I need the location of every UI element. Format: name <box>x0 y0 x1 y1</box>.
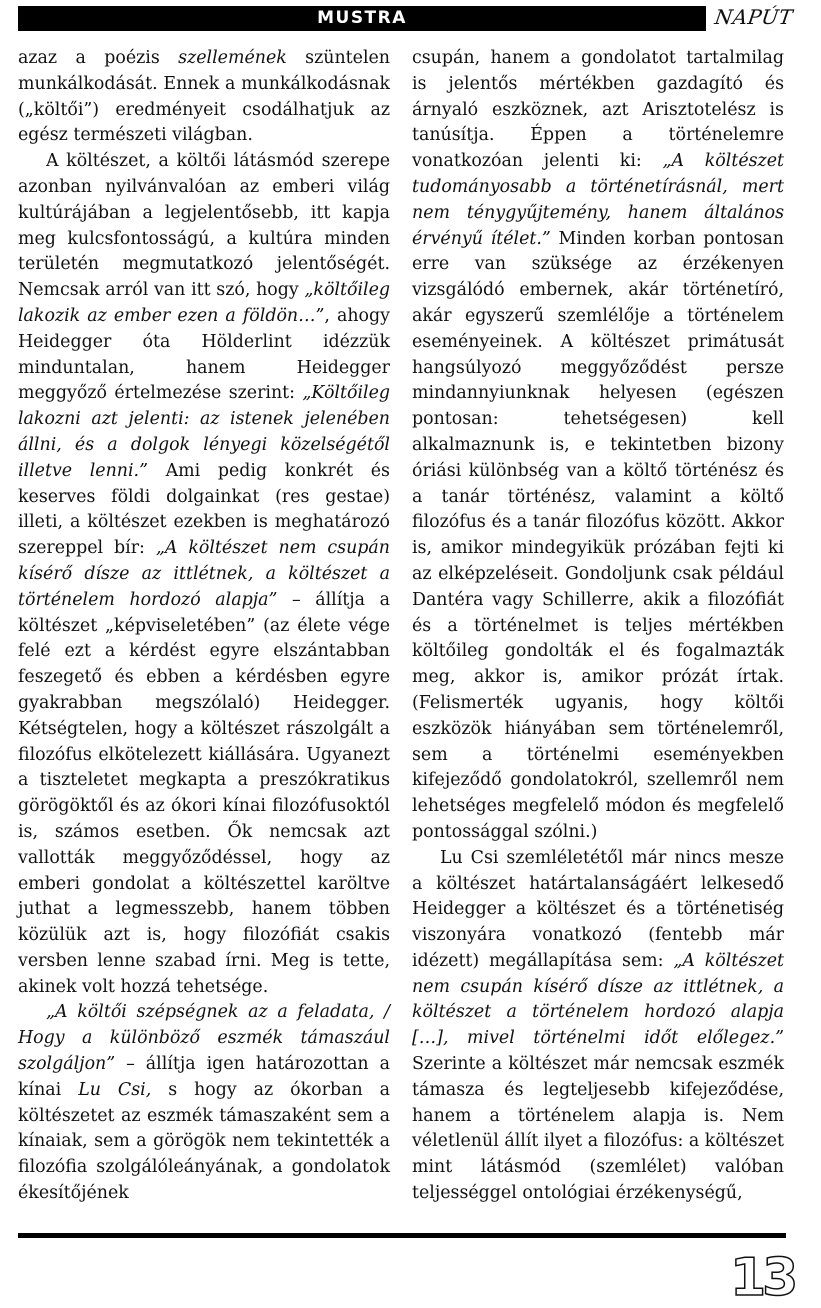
italic-quote-run: „A költői szépségnek az a feladata, / Hogy a különböző eszmék támaszául szolgáljon” <box>18 1002 390 1075</box>
section-title: MUSTRA <box>317 8 407 28</box>
italic-quote-run: Lu Csi, <box>78 1079 152 1100</box>
article-paragraph <box>18 46 390 149</box>
text-run: Minden korban pontosan erre van szüksége az érzékenyen vizsgálódó embernek, akár történetíró, akár egyszerű szemlélője a történelem eseményeinek. A költészet primátusát hangsúlyozó meggyőződést persze mindannyiunknak helyesen (egészen pontosan: tehetségesen) kell alkalmaznunk is, e tekintetben bizony óriási különbség van a költő történész és a tanár történész, valamint a költő filozófus és a tanár filozófus között. Akkor is, amikor mindegyikük prózában fejti ki az elképzeléseit. Gondoljunk csak például Dantéra vagy Schillerre, akik a filozófiát és a történelmet is teljes mértékben költőileg gondolták el és fogalmazták meg, akkor is, amikor prózát írtak. (Felismerték ugyanis, hogy költői eszközök hiányában sem történelemről, sem a történelmi eseményekben kifejeződő gondolatokról, szellemről nem lehetséges megfelelő módon és megfelelő pontossággal szólni.) <box>412 228 784 842</box>
text-run: azaz a poézis <box>18 48 179 68</box>
text-run: szüntelen munkálkodását. Ennek a munkálkodásnak („költői”) eredményeit csodálhatjuk az egész természeti világban. <box>18 48 390 146</box>
article-paragraph <box>412 846 784 1207</box>
section-header-bar <box>18 6 706 31</box>
text-run: , ahogy Heidegger óta Hölderlint idézzük minduntalan, hanem Heidegger meggyőző értelmezése szerint: <box>18 305 390 404</box>
right-column <box>412 46 784 1207</box>
page-number <box>730 1248 794 1308</box>
italic-quote-run: „Költőileg lakozni azt jelenti: az istenek jelenében állni, és a dolgok lényegi közelségétől illetve lenni.” <box>18 383 390 481</box>
text-run: – állítja a költészet „képviseletében” (az élete vége felé ezt a kérdést egyre elszántabban feszegető és ebben a kérdésben egyre gyakrabban megszólaló) Heidegger. Kétségtelen, hogy a költészet rászolgált a filozófus elkötelezett kiállására. Ugyanezt a tiszteletet megkapta a preszókratikus görögöktől és az ókori kínai filozófusoktól is, számos esetben. Ők nemcsak azt vallották meggyőződéssel, hogy az emberi gondolat a költészettel karöltve juthat a legmesszebb, hanem többen közülük azt is, hogy filozófiát csakis versben lenne szabad írni. Meg is tette, akinek volt hozzá tehetsége. <box>18 589 391 997</box>
article-paragraph <box>412 46 784 846</box>
text-run: Lu Csi szemléletétől már nincs mesze a költészet határtalanságáért lelkesedő Heidegger a költészet és a történetiség viszonyára vonatkozó (fentebb már idézett) megállapítása sem: <box>412 847 784 971</box>
text-run: – állítja igen határozottan a kínai <box>18 1054 390 1100</box>
magazine-logo: NAPÚT <box>713 5 795 29</box>
italic-quote-run: „A költészet nem csupán kísérő dísze az ittlétnek, a költészet a történelem hordozó alapja” <box>18 538 390 610</box>
italic-quote-run: „A költészet tudományosabb a történetírásnál, mert nem ténygyűjtemény, hanem általános érvényű ítélet.” <box>412 151 784 249</box>
left-column <box>18 46 390 1207</box>
text-run: Szerinte a költészet már nemcsak eszmék támasza és legteljesebb kifejeződése, hanem a történelem alapja is. Nem véletlenül állít ilyet a filozófus: a költészet mint látásmód (szemlélet) valóban teljességgel ontológiai érzékenységű, <box>412 1054 784 1204</box>
italic-quote-run: „A költészet nem csupán kísérő dísze az ittlétnek, a költészet a történelem hordozó alapja […], mivel történelmi időt előlegez.” <box>412 950 784 1049</box>
article-paragraph <box>18 1000 390 1206</box>
text-run: Ami pedig konkrét és keserves földi dolgainkat (res gestae) illeti, a költészet ezekben is meghatározó szereppel bír: <box>18 460 390 559</box>
italic-quote-run: szellemének <box>178 48 287 68</box>
bottom-rule <box>18 1233 786 1238</box>
italic-quote-run: „költőileg lakozik az ember ezen a földön…” <box>18 280 390 326</box>
page-number-text: 13 <box>730 1248 795 1308</box>
text-run: csupán, hanem a gondolatot tartalmilag is jelentős mértékben gazdagító és árnyaló eszköznek, azt Arisztotelész is tanúsítja. Éppen a történelemre vonatkozóan jelenti ki: <box>412 48 784 172</box>
text-run: A költészet, a költői látásmód szerepe azonban nyilvánvalóan az emberi világ kultúrájában a legjelentősebb, itt kapja meg kulcsfontosságú, a kultúra minden területén megmutatkozó jelentőségét. Nemcsak arról van itt szó, hogy <box>18 151 390 301</box>
text-run: s hogy az ókorban a költészetet az eszmék támaszaként sem a kínaiak, sem a görögök nem tekintették a filozófia szolgálóleányának, a gondolatok ékesítőjének <box>18 1079 390 1204</box>
article-paragraph <box>18 149 390 1000</box>
